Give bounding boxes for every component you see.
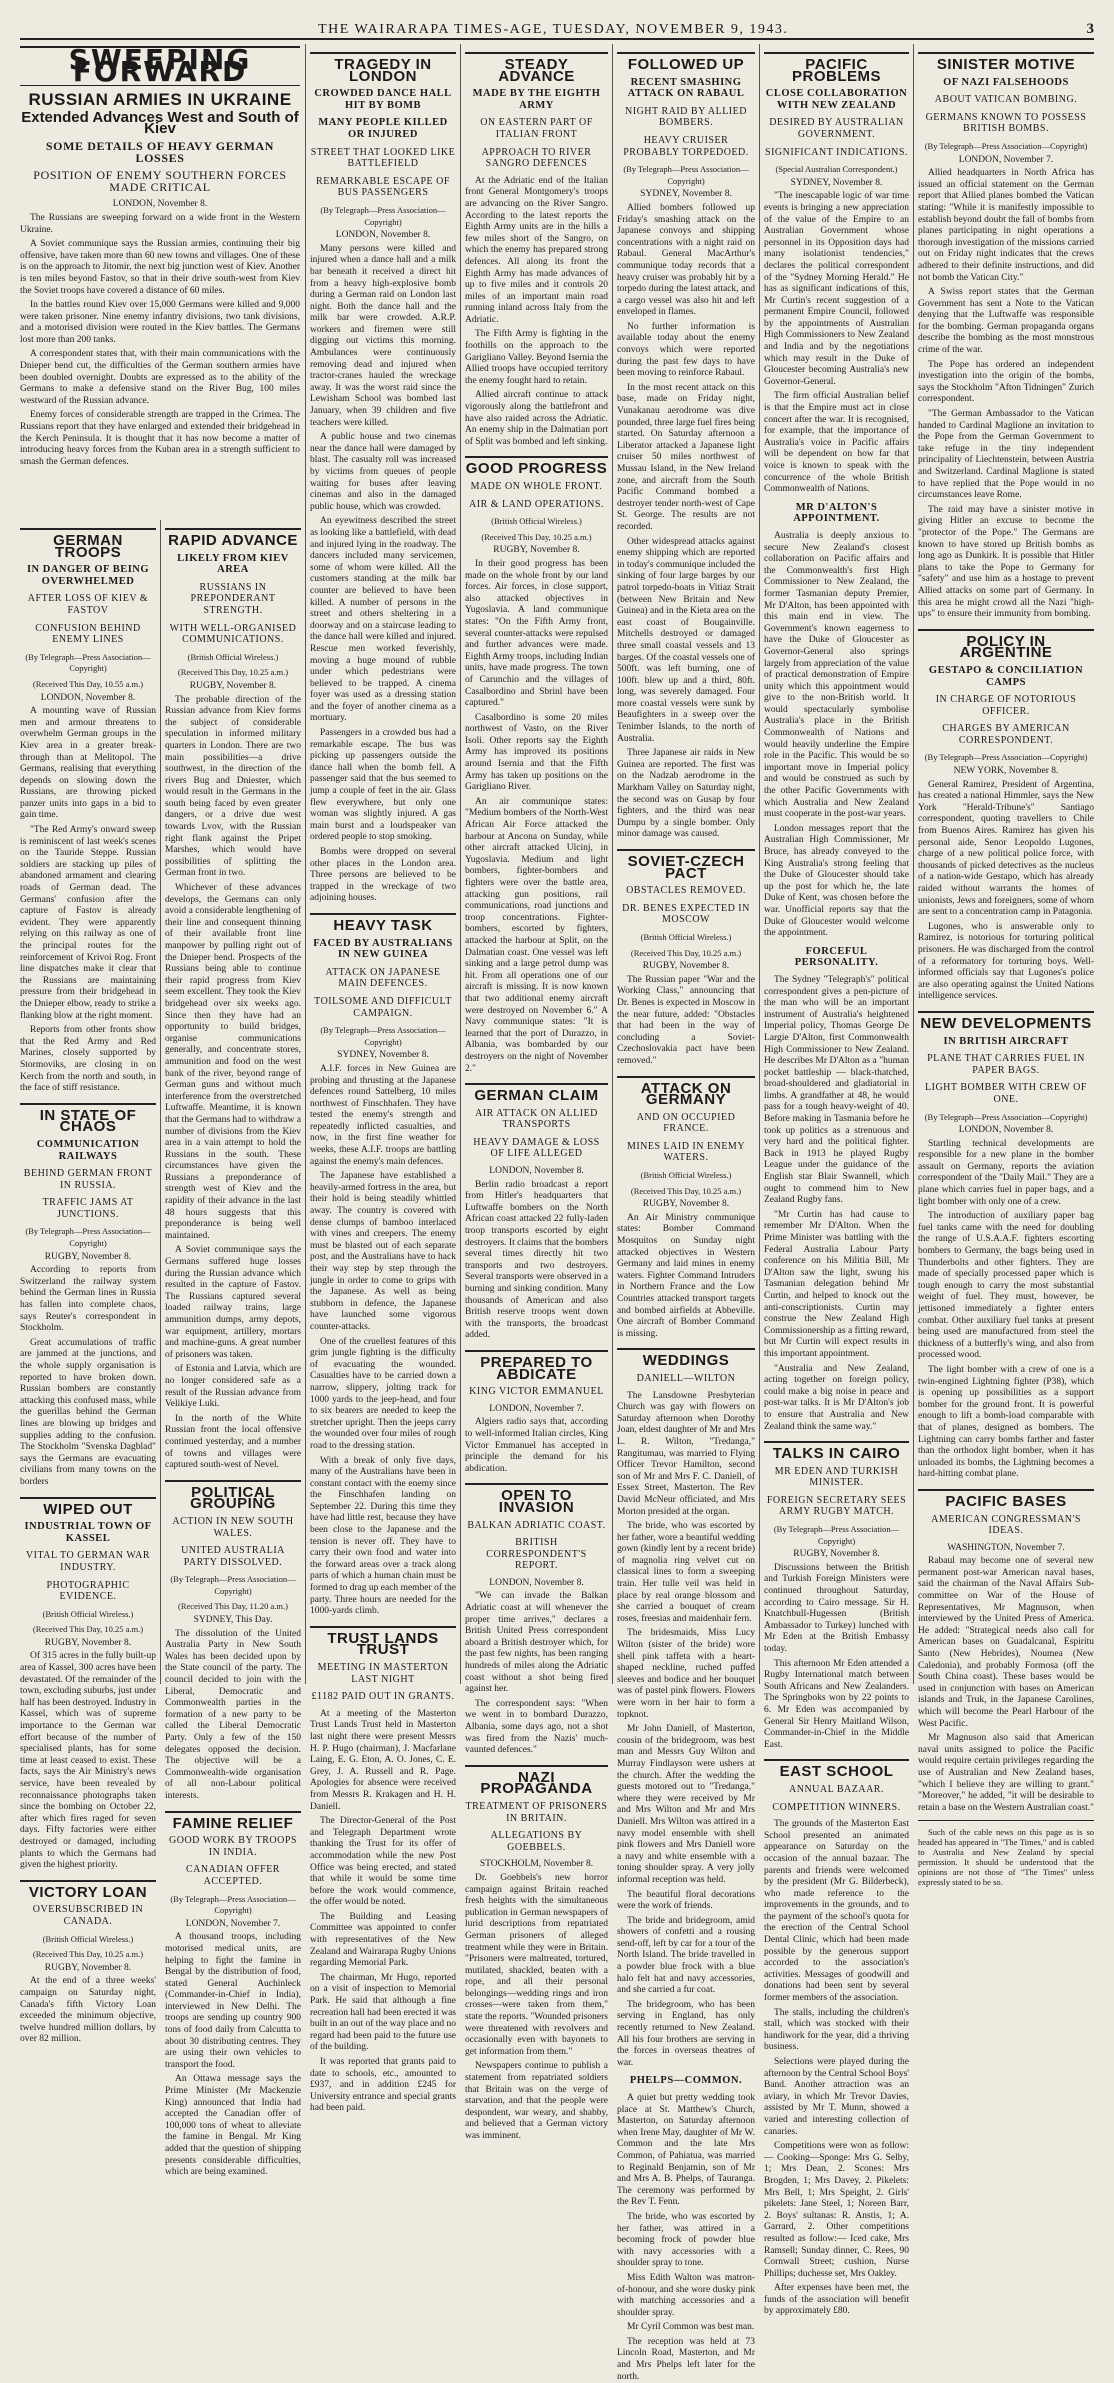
- dateline: LONDON, November 7.: [489, 1403, 584, 1414]
- dateline: RUGBY, November 8.: [642, 1199, 730, 1210]
- lead-story: [20, 44, 300, 514]
- paragraph: "The inescapable logic of war time events is bringing a new appreciation of the value of the Empire to an Australian Government whose personnel in its Opposition days had many isolationist tendencies," declares the political correspondent of the "Sydney Morning Herald." He has as significant indications of this, Mr Curtin's recent suggestion of a permanent Empire Council, followed by the appointments of Australian High Commissioners to New Zealand and India and by the negotiations which may result in the Duke of Gloucester becoming Australia's new Governor-General.: [764, 191, 909, 387]
- paragraph: The dissolution of the United Australia Party in New South Wales has been decided upon by the State council of the party. The council decided to join with the Liberal, Democratic and Commonwealth parties in the formation of a new party to be called the Liberal Democratic Party. Only a few of the 150 delegates opposed the decision. The objective will be a Commonwealth-wide organisation of all non-Labour political interests.: [165, 1628, 301, 1801]
- dateline: LONDON, November 8.: [958, 1125, 1054, 1136]
- paragraph: A.I.F. forces in New Guinea are probing and thrusting at the Japanese defences round Sattelberg, 10 miles northwest of Finschhafen. They have tested the enemy's strength and repeatedly inflicted casualties, and now, in the first fine weather for weeks, these A.I.F. troops are battling against the enemy's main defences.: [310, 1063, 456, 1167]
- dateline: RUGBY, November 8.: [44, 1251, 132, 1262]
- dateline: STOCKHOLM, November 8.: [479, 1859, 594, 1870]
- subheadline: IN DANGER OF BEING OVERWHELMED: [26, 564, 150, 587]
- divider: [918, 1820, 1094, 1821]
- headline: WEDDINGS: [617, 1348, 755, 1367]
- dateline: (Received This Day, 10.25 a.m.): [630, 1185, 742, 1196]
- subheadline: LIGHT BOMBER WITH CREW OF ONE.: [925, 1082, 1087, 1105]
- subheadline: TREATMENT OF PRISONERS IN BRITAIN.: [465, 1800, 608, 1824]
- paragraph: The Director-General of the Post and Telegraph Department wrote thanking the Trust for its offer of accommodation while the new Post Office was being erected, and stated that while it would be some time before the work would commence, the offer would be noted.: [310, 1816, 456, 1908]
- paragraph: Three Japanese air raids in New Guinea are reported. The first was on the Nadzab aerodrome in the Markham Valley on Saturday night, the second was on Gusap by four fighters, and the third was near Dumpu by a single bomber. Only minor damage was caused.: [617, 748, 755, 840]
- dateline: SYDNEY, November 8.: [337, 1050, 429, 1061]
- subheadline: OVERSUBSCRIBED IN CANADA.: [32, 1904, 144, 1927]
- paragraph: The Building and Leasing Committee was appointed to confer with representatives of the New Zealand and Wairarapa Rugby Unions regarding Memorial Park.: [310, 1911, 456, 1969]
- paragraph: The Russians are sweeping forward on a wide front in the Western Ukraine.: [20, 212, 300, 235]
- paragraph: The bridesmaids, Miss Lucy Wilton (sister of the bride) wore shell pink taffeta with a heart-shaped neckline, ruched puffed sleeves and bodice and her bouquet was of pastel pink flowers. Flowers were worn in her hair to form a topknot.: [617, 1628, 755, 1720]
- paragraph: An Ottawa message says the Prime Minister (Mr Mackenzie King) announced that India had accepted the Canadian offer of 100,000 tons of wheat to alleviate the famine in Bengal. Mr King added that the question of shipping presents considerable difficulties, which are being examined.: [165, 2074, 301, 2178]
- subheadline: ACTION IN NEW SOUTH WALES.: [172, 1515, 294, 1539]
- dateline: (Special Australian Correspondent.): [775, 164, 898, 175]
- subheadline: HEAVY DAMAGE & LOSS OF LIFE ALLEGED: [473, 1136, 600, 1160]
- column-rule: [913, 44, 914, 1684]
- paragraph: A correspondent states that, with their main communications with the Dnieper bend cut, the difficulties of the German southern armies have been doubled overnight. Doubts are expressed as to the ability of the Germans to make a defensive stand on the River Bug, 100 miles westward of the Russian advance.: [20, 349, 300, 406]
- paragraph: Berlin radio broadcast a report from Hitler's headquarters that Luftwaffe bombers on the North African coast attacked 22 fully-laden troop transports escorted by eight destroyers. It claims that the bombers several times directly hit two transports and two destroyers. Several transports were observed in a burning and sinking condition. Many thousands of American and also British reserve troops went down with the transports, the broadcast added.: [465, 1179, 608, 1341]
- paragraph: Many persons were killed and injured when a dance hall and a milk bar beneath it received a direct hit from a heavy high-explosive bomb during a German raid on London last night. Both the dance hall and the milk bar were crowded. A.R.P. workers and firemen were still digging out victims this morning. Ambulances were continuously removing dead and injured when tractor-cranes hauled the wreckage away. It was the worst raid since the Lewisham School was bombed last January, when 39 children and five teachers were killed.: [310, 243, 456, 428]
- paragraph: The bride, who was escorted by her father, wore a beautiful wedding gown (kindly lent by a recent bride) of magnolia ring velvet cut on classical lines to form a sweeping train. Her tulle veil was held in place by real orange blossom and she carried a bouquet of cream roses, freesias and maidenhair fern.: [617, 1521, 755, 1624]
- paragraph: Other widespread attacks against enemy shipping which are reported in today's communique included the sinking of four large barges by our patrol torpedo-boats in Vitiaz Strait (between New Britain and New Guinea) and in the Kieta area on the east coast of Bougainville. Mitchells destroyed or damaged three small coastal vessels and 13 barges. Of the coastal vessels one of 500ft. was left burning, one of 100ft. blew up and a third, 80ft. long, was severely damaged. Four more coastal vessels were sunk by Beaufighters in a sweep over the Tenimber Islands, to the north of Australia.: [617, 536, 755, 744]
- column-rule: [759, 44, 760, 1684]
- paragraph: Newspapers continue to publish a statement from repatriated soldiers that Britain was on the verge of starvation, and that the people were despondent, war weary, and shabby, and believed that a German victory was imminent.: [465, 2061, 608, 2141]
- dateline: LONDON, November 8.: [335, 230, 431, 241]
- dateline: (By Telegraph—Press Association—Copyright): [320, 204, 446, 227]
- headline: EAST SCHOOL: [764, 1759, 909, 1778]
- subheadline: CLOSE COLLABORATION WITH NEW ZEALAND: [765, 88, 908, 111]
- dateline: LONDON, November 8.: [40, 692, 136, 703]
- dateline: (British Official Wireless.): [640, 1170, 732, 1181]
- column-rule: [305, 44, 306, 1684]
- subheadline: PHELPS—COMMON.: [629, 2075, 743, 2087]
- dateline: (British Official Wireless.): [42, 1933, 134, 1944]
- dateline: (By Telegraph—Press Association—Copyright): [320, 1025, 446, 1047]
- page-number: 3: [1086, 21, 1094, 37]
- dateline: SYDNEY, This Day.: [193, 1615, 273, 1626]
- dateline: RUGBY, November 8.: [793, 1549, 880, 1560]
- paragraph: A quiet but pretty wedding took place at St. Matthew's Church, Masterton, on Saturday afternoon when Irene May, daughter of Mr W. Common and the late Mrs Common, of Pahiatua, was married to Reginald Benjamin, son of Mr and Mrs A. B. Phelps, of Tauranga. The ceremony was performed by the Rev T. Fenn.: [617, 2093, 755, 2208]
- dateline: RUGBY, November 8.: [44, 1962, 132, 1973]
- paragraph: London messages report that the Australian High Commissioner, Mr Bruce, has already conveyed to the King Australia's strong feeling that the Duke of Gloucester should take up the post for which he, the late Duke of Kent, was chosen before the war. Unofficial reports say that the Duke of Gloucester would welcome the appointment.: [764, 823, 909, 939]
- dateline: RUGBY, November 8.: [493, 545, 580, 556]
- paragraph: A thousand troops, including motorised medical units, are helping to fight the famine in Bengal by the distribution of food, stated General Auchinleck (Commander-in-Chief in India), interviewed in New Delhi. The troops are sending up country 900 tons of food daily from Calcutta to about 30 distributing centres. They are using their own vehicles to transport the food.: [165, 1932, 301, 2070]
- paragraph: Allied bombers followed up Friday's smashing attack on the Japanese convoys and shipping concentrations with a night raid on Rabaul. General MacArthur's communique today records that a heavy cruiser was probably hit by a torpedo during the latest attack, and a cargo vessel was also hit and left enveloped in flames.: [617, 202, 755, 318]
- column-7: [918, 44, 1094, 1888]
- dateline: (By Telegraph—Press Association—Copyright): [924, 140, 1088, 151]
- subheadline: TOILSOME AND DIFFICULT CAMPAIGN.: [314, 995, 452, 1019]
- subheadline: IN BRITISH AIRCRAFT: [943, 1035, 1069, 1047]
- subheadline: AIR ATTACK ON ALLIED TRANSPORTS: [475, 1107, 598, 1131]
- paragraph: Allied headquarters in North Africa has issued an official statement on the German report that Allied planes bombed the Vatican stating: "While it is manifestly impossible to establish beyond doubt the fall of bombs from planes participating in night operations a thorough investigation of the missions carried out on Friday night indicates that the crews adhered to their definite instructions, and did not bomb the Vatican City.": [918, 168, 1094, 283]
- paragraph: Whichever of these advances develops, the Germans can only avoid a considerable lengthening of their line and consequent thinning of their available front line manpower by pulling right out of the Dnieper bend. Prospects of the Russians being able to continue their rapid progress from Kiev seem excellent. They took the Kiev bridgehead over six weeks ago. Since then they have had an opportunity to build bridges, organise communications generally, and concentrate stores, ammunition and food on the west bank of the river, beyond range of German guns and without much interference from the overstretched Luftwaffe. Meantime, it is known that the Germans had to withdraw a number of divisions from the Kiev area in a vain attempt to hold the Russians in the south. These circumstances have given the Russians a preponderance of strength west of Kiev and the rapidity of their advance in the last 48 hours suggests that this preponderance is being well maintained.: [165, 883, 301, 1241]
- subheadline: CANADIAN OFFER ACCEPTED.: [186, 1864, 280, 1887]
- headline: POLICY IN ARGENTINE: [918, 629, 1094, 659]
- column-4: [465, 44, 608, 2141]
- paragraph: The firm official Australian belief is that the Empire must act in close concert after the war. It is recognised, for example, that the importance of Australia's voice in Pacific affairs will be dependent on how far that voice is known to speak with the concurrence of the whole British Commonwealth of Nations.: [764, 391, 909, 495]
- dateline: (British Official Wireless.): [187, 651, 279, 662]
- paragraph: In the battles round Kiev over 15,000 Germans were killed and 9,000 were taken prisoner. Nine enemy infantry divisions, two tank divisions, and a motorised division were routed in the Kiev battles. The Germans lost more than 200 tanks.: [20, 300, 300, 345]
- headline: WIPED OUT: [20, 1497, 156, 1516]
- footnote: Such of the cable news on this page as is so headed has appeared in "The Times," and is cabled to Australia and New Zealand by special permission. It should be understood that the opinions are not those of "The Times" unless expressly stated to be so.: [918, 1827, 1094, 1888]
- dateline: LONDON, November 8.: [489, 1577, 584, 1588]
- headline: HEAVY TASK: [310, 913, 456, 932]
- subheadline: FOREIGN SECRETARY SEES ARMY RUGBY MATCH.: [766, 1494, 907, 1518]
- paragraph: In the north of the White Russian front the local offensive continued yesterday, and a number of towns and villages were captured south-west of Nevel.: [165, 1413, 301, 1471]
- subheadline: GOOD WORK BY TROOPS IN INDIA.: [169, 1835, 297, 1858]
- subheadline: CONFUSION BEHIND ENEMY LINES: [35, 622, 141, 646]
- dateline: SYDNEY, November 8.: [640, 189, 732, 200]
- paragraph: Of 315 acres in the fully built-up area of Kassel, 300 acres have been devastated. Of the remainder of the town, excluding suburbs, just under half has been destroyed. Industry in Kassel, which was of supreme importance to the German war effort because of the number of specialised plants, has for some time at least ceased to exist. These facts, says the Air Ministry's news service, have been revealed by reconnaissance photographs taken since the bombing on October 22, after which fires raged for seven days. Fifty factories were either destroyed or damaged, including plants to which the Germans had given the highest priority.: [20, 1651, 156, 1871]
- dateline: (By Telegraph—Press Association—Copyright): [170, 1893, 296, 1916]
- subheadline: INDUSTRIAL TOWN OF KASSEL: [24, 1521, 152, 1544]
- dateline: LONDON, November 7.: [185, 1918, 281, 1929]
- paragraph: The stalls, including the children's stall, which was stocked with their handiwork for the year, did a thriving business.: [764, 2007, 909, 2053]
- paragraph: An Air Ministry communique states: Bomber Command Mosquitos on Sunday night attacked objectives in Western Germany and laid mines in enemy waters. Fighter Command Intruders in Northern France and the Low Countries attacked transport targets and bombed airfields at Abbeville. One aircraft of Bomber Command is missing.: [617, 1212, 755, 1339]
- paragraph: The Sydney "Telegraph's" political correspondent gives a pen-picture of the man who will be an important instrument of Australia's heightened Imperial policy, Thomas George De Largie D'Alton, first Commonwealth High Commissioner to New Zealand. He describes Mr D'Alton as a "human pocket battleship — black-thatched, broad-shouldered and gladiatorial in limbs. A grandfather at 48, he would pass for a tough heavy-weight of 40. Before making in Tasmania before he took up politics as a strenuous and very hard and the political fighter. Back in 1913 he played Rugby League under the guidance of the English star Blair Swannell, which ought to commend him to New Zealand Rugby fans.: [764, 974, 909, 1206]
- subheadline: ALLEGATIONS BY GOEBBELS.: [490, 1830, 583, 1853]
- dateline: (By Telegraph—Press Association—Copyright): [25, 1226, 151, 1249]
- paragraph: Lugones, who is answerable only to Ramirez, is notorious for torturing political prisoners. He was discharged from the control of a reformatory for torturing boys. Well-informed officials say that Lugones's police are also operating against the United Nations intelligence services.: [918, 921, 1094, 1002]
- headline: PACIFIC BASES: [918, 1489, 1094, 1508]
- headline: FAMINE RELIEF: [165, 1811, 301, 1830]
- paragraph: Australia is deeply anxious to secure New Zealand's closest collaboration on Pacific affairs and the Commonwealth's first High Commissioner to New Zealand, the former Tasmanian deputy Premier, Mr D'Alton, has been appointed with this main end in view. The Government's known eagerness to have the Duke of Gloucester as Governor-General also springs largely from appreciation of the value of practical demonstration of Empire unity which this appointment would give to the non-British world. It would spectacularly symbolise Australia's place in the British Commonwealth of Nations and would heavily underline the Empire role in the Pacific. This would be so important move in Imperial policy and would be construed as such by the other Pacific Governments with which Australia and New Zealand must cooperate in the post-war years.: [764, 530, 909, 820]
- dateline: (British Official Wireless.): [42, 1608, 134, 1619]
- headline: OPEN TO INVASION: [465, 1483, 608, 1513]
- paragraph: The Lansdowne Presbyterian Church was gay with flowers on Saturday afternoon when Dorothy Joan, eldest daughter of Mr and Mrs L. R. Wilton, "Tredanga," Rangitumau, was married to Flying Officer Trevor Hamilton, second son of Mr and Mrs F. C. Daniell, of Essex Street, Masterton. The Rev David McNeur officiated, and Mrs Morton presided at the organ.: [617, 1390, 755, 1517]
- paragraph: A public house and two cinemas near the dance hall were damaged by blast. The casualty roll was increased by victims from queues of people waiting for buses after leaving cinemas and also in the damaged public house, which was crowded.: [310, 432, 456, 512]
- paragraph: of Estonia and Latvia, which are no longer considered safe as a result of the Russian advance from Velikiye Luki.: [165, 1364, 301, 1410]
- dateline: (Received This Day, 10.25 a.m.): [630, 947, 742, 958]
- dateline: (By Telegraph—Press Association—Copyright): [773, 1524, 900, 1546]
- headline: NAZI PROPAGANDA: [465, 1765, 608, 1795]
- paragraph: With a break of only five days, many of the Australians have been in constant contact with the enemy since the Finschhafen landing on September 22. During this time they have had little rest, because they have been close to the Japanese and the tension is never off. They have to carry their own food and water into the forward areas over a track along parts of which a human chain must be formed to drag up each member of the party. Three hours are needed for the 1000-yards climb.: [310, 1455, 456, 1617]
- column-5: [617, 44, 755, 2382]
- subheadline: PLANE THAT CARRIES FUEL IN PAPER BAGS.: [927, 1053, 1085, 1076]
- headline: TRUST LANDS TRUST: [310, 1626, 456, 1656]
- subheadline: KING VICTOR EMMANUEL: [469, 1386, 604, 1398]
- subheadline: Extended Advances West and South of Kiev: [21, 108, 299, 138]
- paragraph: In their good progress has been made on the whole front by our land forces. Air forces, in close support, also attacked objectives in Yugoslavia. A land communique states: "On the Fifth Army front, several counter-attacks were repulsed and further advances were made. Eighth Army troops, including Indian units, have made progress. The town of Carunchio and the villages of Casalbordino and Sbrinl have been captured.": [465, 558, 608, 709]
- subheadline: TRAFFIC JAMS AT JUNCTIONS.: [42, 1197, 134, 1220]
- subheadline: AMERICAN CONGRESSMAN'S IDEAS.: [931, 1513, 1081, 1537]
- dateline: (British Official Wireless.): [491, 516, 582, 527]
- paragraph: The introduction of auxiliary paper bag fuel tanks came with the need for doubling the range of U.S.A.A.F. fighters escorting bombers to Germany, the bags being used in Thunderbolts and other fighters. They are made of specially processed paper which is tough enough to carry the most substantial weight of fuel. They must, however, be jettisoned immediately a fighter enters combat. Other auxiliary fuel tanks at present being used are manufactured from steel the thickness of a butterfly's wing, and also from processed wood.: [918, 1211, 1094, 1361]
- paragraph: "We can invade the Balkan Adriatic coast at will whenever the proper time arrives," declares a British United Press correspondent aboard a British destroyer which, for the past few nights, has been ranging hundreds of miles along the Adriatic coast without a shot being fired against her.: [465, 1591, 608, 1695]
- subheadline: MANY PEOPLE KILLED OR INJURED: [318, 117, 448, 140]
- subheadline: RECENT SMASHING ATTACK ON RABAUL: [627, 76, 745, 100]
- paragraph: Reports from other fronts show that the Red Army and Red Marines, closely supported by Stormoviks, are closing in on Kerch from the north and south, in the face of stiff resistance.: [20, 1025, 156, 1094]
- subheadline: ABOUT VATICAN BOMBING.: [934, 94, 1078, 106]
- paragraph: Dr. Goebbels's new horror campaign against Britain reached fresh heights with the simultaneous publication in German newspapers of lurid descriptions from repatriated German prisoners of alleged treatment while they were in Britain. "Prisoners were maltreated, tortured, mutilated, shackled, beaten with a rope, and all their personal belongings—wedding rings and iron crosses—were taken from them," state the reports. "Wounded prisoners were threatened with revolvers and occasionally even with bayonets to get information from them.": [465, 1872, 608, 2057]
- paragraph: The bride, who was escorted by her father, was attired in a becoming frock of powder blue with navy accessories with a shoulder spray to tone.: [617, 2211, 755, 2269]
- subheadline: ATTACK ON JAPANESE MAIN DEFENCES.: [325, 966, 441, 990]
- subheadline: MINES LAID IN ENEMY WATERS.: [626, 1140, 746, 1164]
- paragraph: Passengers in a crowded bus had a remarkable escape. The bus was picking up passengers outside the dance hall when the bomb fell. A passenger said that the bus seemed to jump a couple of feet in the air. Glass flew everywhere, but only one woman was slightly injured. A gas main burst and a loudspeaker van ordered people to stop smoking.: [310, 728, 456, 843]
- headline: PREPARED TO ABDICATE: [465, 1350, 608, 1380]
- dateline: LONDON, November 7.: [958, 154, 1054, 165]
- dateline: (By Telegraph—Press Association—Copyright): [170, 1574, 296, 1596]
- subheadline: DANIELL—WILTON: [636, 1372, 736, 1384]
- subheadline: COMPETITION WINNERS.: [772, 1801, 901, 1813]
- masthead: [20, 14, 1094, 40]
- dateline: (By Telegraph—Press Association—Copyright): [924, 1111, 1088, 1122]
- subheadline: MEETING IN MASTERTON LAST NIGHT: [317, 1662, 449, 1685]
- subheadline: PHOTOGRAPHIC EVIDENCE.: [46, 1579, 130, 1603]
- headline: TRAGEDY IN LONDON: [310, 52, 456, 82]
- subheadline: FORCEFUL PERSONALITY.: [794, 945, 879, 969]
- headline: IN STATE OF CHAOS: [20, 1103, 156, 1133]
- paragraph: "Mr Curtin has had cause to remember Mr D'Alton. When the Prime Minister was battling with the Federal Australia Labour Party conference on his Militia Bill, Mr D'Alton saw the light, swung his Tasmanian delegation behind Mr Curtin, and helped to knock out the anti-conscriptionists. Curtin may construe the New Zealand High Commissionership as a fitting reward, but Mr Curtin will expect results in this important appointment.: [764, 1209, 909, 1359]
- dateline: (British Official Wireless.): [640, 931, 732, 942]
- subheadline: WITH WELL-ORGANISED COMMUNICATIONS.: [169, 622, 297, 646]
- subheadline: AIR & LAND OPERATIONS.: [469, 498, 604, 510]
- subheadline: £1182 PAID OUT IN GRANTS.: [311, 1691, 455, 1703]
- subheadline: AFTER LOSS OF KIEV & FASTOV: [27, 593, 149, 616]
- headline: VICTORY LOAN: [20, 1880, 156, 1899]
- headline: TALKS IN CAIRO: [764, 1441, 909, 1460]
- paragraph: At a meeting of the Masterton Trust Lands Trust held in Masterton last night there were present Messrs H. P. Hugo (chairman), J. Macfarlane Laing, E. G. Eton, A. O. Jones, C. E. Grey, J. A. Russell and R. Page. Apologies for absence were received from Messrs R. Krakagen and H. H. Daniell.: [310, 1708, 456, 1812]
- headline: NEW DEVELOPMENTS: [918, 1011, 1094, 1030]
- paragraph: According to reports from Switzerland the railway system behind the German lines in Russia has fallen into complete chaos, says Reuter's correspondent in Stockholm.: [20, 1265, 156, 1334]
- paragraph: One of the cruellest features of this grim jungle fighting is the difficulty of evacuating the wounded. Casualties have to be carried down a narrow, slippery, jolting track for 1000 yards to the jeep-head, and four to six bearers are needed to keep the stretcher upright. Then the jeeps carry the wounded over four miles of rough road to the dressing station.: [310, 1336, 456, 1451]
- paragraph: The raid may have a sinister motive in giving Hitler an excuse to become the "protector of the Pope." The Germans are known to have stored up British bombs as long ago as Dunkirk. It is possible that Hitler plans to take the Pope to Germany for "safety" and use him as a hostage to prevent Allied attacks on some part of Germany. In this area he might crowd all the Nazi "high-ups" to ensure their immunity from bombing.: [918, 504, 1094, 620]
- dateline: (Received This Day, 10.55 a.m.): [32, 678, 144, 689]
- subheadline: ANNUAL BAZAAR.: [789, 1783, 884, 1795]
- paragraph: The Fifth Army is fighting in the foothills on the approach to the Garigliano Valley. Beyond Isernia the Allied troops have occupied territory the enemy fought hard to retain.: [465, 329, 608, 386]
- subheadline: ON EASTERN PART OF ITALIAN FRONT: [480, 117, 593, 140]
- dateline: WASHINGTON, November 7.: [947, 1542, 1065, 1553]
- paragraph: Casalbordino is some 20 miles northwest of Vasto, on the River Isoli. Other reports say the Eighth Army has improved its positions around Isernia and that the Fifth Army has taken up positions on the Garigliano River.: [465, 712, 608, 793]
- paragraph: The grounds of the Masterton East School presented an animated appearance on Saturday on the occasion of the annual bazaar. The parents and friends were welcomed by the president (Mr G. Bilderbeck), who made reference to the improvements in the grounds, and to the payment of the school's quota for the erection of the Central School Dental Clinic, which had been made possible by the generous support accorded to the association's activities. Messages of goodwill and donations had been sent by several former members of the association.: [764, 1819, 909, 2004]
- dateline: (Received This Day, 10.25 a.m.): [481, 531, 592, 542]
- subheadline: APPROACH TO RIVER SANGRO DEFENCES: [481, 146, 592, 170]
- paragraph: Selections were played during the afternoon by the Central School Boys' Band. Another attraction was an aviary, in which Mr Trevor Davies, assisted by Mr T. Munn, showed a varied and interesting collection of canaries.: [764, 2057, 909, 2137]
- paragraph: "Australia and New Zealand, acting together on foreign policy, could make a big noise in peace and post-war talks. It is Mr D'Alton's job to ensure that Australia and New Zealand think the same way.": [764, 1363, 909, 1432]
- paragraph: This afternoon Mr Eden attended a Rugby International match between South Africans and New Zealanders. The Springboks won by 22 points to 6. Mr Eden was accompanied by General Sir Henry Maitland Wilson, Commander-in-Chief in the Middle East.: [764, 1658, 909, 1750]
- paragraph: Mr Cyril Common was best man.: [627, 2322, 755, 2333]
- headline: STEADY ADVANCE: [465, 52, 608, 82]
- subheadline: UNITED AUSTRALIA PARTY DISSOLVED.: [181, 1545, 285, 1568]
- subheadline: HEAVY CRUISER PROBABLY TORPEDOED.: [623, 134, 749, 158]
- paragraph: The Pope has ordered an independent investigation into the origin of the bombs, says the Stockholm "Afton Tidningen" Zurich correspondent.: [918, 359, 1094, 405]
- subheadline: VITAL TO GERMAN WAR INDUSTRY.: [25, 1550, 151, 1573]
- subheadline: NIGHT RAID BY ALLIED BOMBERS.: [625, 105, 747, 129]
- subheadline: COMMUNICATION RAILWAYS: [36, 1138, 140, 1162]
- dateline: NEW YORK, November 8.: [953, 766, 1059, 777]
- subheadline: OF NAZI FALSEHOODS: [943, 76, 1069, 88]
- dateline: RUGBY, November 8.: [44, 1637, 132, 1648]
- dateline: LONDON, November 8.: [112, 199, 208, 210]
- paragraph: Competitions were won as follow:— Cooking—Sponge: Mrs G. Selby, 1; Mrs Dean, 2. Scones: Mrs Brogden, 1; Mrs Davey, 2. Pikelets: Mrs Bell, 1; Mrs Speight, 2. Girls' pikelets: Jane Steel, 1; Noreen Barr, 2. Boys' sultanas: R. Anstis, 1; A. Garrard, 2. Other competitions resulted as follow:— Iced cake, Mrs Ramsell; Sunday dinner, C. Rees, 90 Cornwall Street; cushion, Nurse Phillips; duchesse set, Mrs Oakley.: [764, 2141, 909, 2279]
- paragraph: A Soviet communique says the Russian armies, continuing their big offensive, have taken more than 60 new towns and villages. One of these is on the approach to Jitomir, the next big junction west of Kiev. Another is ten miles beyond Fastov, so that in their drive south-west from Kiev the Soviet troops have covered a distance of 60 miles.: [20, 239, 300, 296]
- headline: GERMAN TROOPS: [20, 528, 156, 558]
- dateline: (Received This Day, 11.20 a.m.): [178, 1601, 288, 1612]
- dateline: (By Telegraph—Press Association—Copyright): [25, 651, 151, 674]
- paragraph: The Russian paper "War and the Working Class," announcing that Dr. Benes is expected in Moscow in the near future, added: "Obstacles that had been in the way of concluding a Soviet-Czechoslovakia pact have been removed.": [617, 974, 755, 1066]
- paragraph: After expenses have been met, the funds of the association will benefit by approximately £80.: [764, 2283, 909, 2317]
- subheadline: FACED BY AUSTRALIANS IN NEW GUINEA: [313, 937, 453, 961]
- paragraph: The probable direction of the Russian advance from Kiev forms the subject of considerable speculation in informed military quarters in London. There are two main possibilities—a drive southwest, in the direction of the rivers Bug and Dniester, which would result in the Germans in the south being faced by even greater dangers, or a drive due west towards Lvov, with the Russian right flank against the Pripet Marshes, which would have possibilities of splitting the German front in two.: [165, 694, 301, 879]
- paragraph: The beautiful floral decorations were the work of friends.: [617, 1889, 755, 1912]
- subheadline: SIGNIFICANT INDICATIONS.: [765, 146, 908, 158]
- dateline: (By Telegraph—Press Association—Copyright): [924, 752, 1088, 763]
- dateline: (Received This Day, 10.25 a.m.): [32, 1949, 144, 1960]
- paragraph: Bombs were dropped on several other places in the London area. Three persons are believed to be trapped in the wreckage of two adjoining houses.: [310, 847, 456, 904]
- paragraph: A mounting wave of Russian men and armour threatens to overwhelm German groups in the Kiev area in a greater break-through than at Melitopol. The Germans, realising that everything depends on slowing down the Russians, are throwing picked panzer units into gaps in a bid to gain time.: [20, 706, 156, 821]
- paragraph: It was reported that grants paid to date to schools, etc., amounted to £937, and in addition £245 for University entrance and special grants had been paid.: [310, 2057, 456, 2114]
- subheadline: GESTAPO & CONCILIATION CAMPS: [928, 664, 1084, 688]
- paragraph: A Swiss report states that the German Government has sent a Note to the Vatican denying that the Luftwaffe was responsible for the bombing. German propaganda organs describe the bombing as the most monstrous crime of the war.: [918, 287, 1094, 356]
- paragraph: Discussions between the British and Turkish Foreign Ministers were continued throughout Saturday, according to Cairo message. Sir H. Knatchbull-Hugessen (British Ambassador to Turkey) lunched with Mr Eden at the British Embassy today.: [764, 1562, 909, 1654]
- subheadline: LIKELY FROM KIEV AREA: [177, 552, 289, 576]
- paragraph: Miss Edith Walton was matron-of-honour, and she wore dusky pink with matching accessories and a shoulder spray.: [617, 2272, 755, 2318]
- subheadline: OBSTACLES REMOVED.: [626, 885, 746, 897]
- paragraph: A Soviet communique says the Germans suffered huge losses during the Russian advance which resulted in the capture of Fastov. The Russians captured several loaded railway trains, large ammunition dumps, army depots, war equipment, artillery, mortars and machine-guns. A great number of prisoners was taken.: [165, 1245, 301, 1360]
- subheadline: CROWDED DANCE HALL HIT BY BOMB: [314, 88, 452, 111]
- paragraph: Enemy forces of considerable strength are trapped in the Crimea. The Russians report that they have enlarged and extended their bridgehead in the Kerch Peninsula. It is thought that it has now become a matter of introducing heavy forces from the Kuban area in a strength sufficient to smash the German defences.: [20, 410, 300, 467]
- paragraph: The reception was held at 73 Lincoln Road, Masterton, and Mr and Mrs Phelps left later for the north.: [617, 2336, 755, 2382]
- headline: POLITICAL GROUPING: [165, 1480, 301, 1510]
- subheadline: DR. BENES EXPECTED IN MOSCOW: [622, 902, 750, 926]
- paragraph: Mr Magnuson also said that American naval units assigned to police the Pacific would require certain privileges regarding the use of Australian and New Zealand bases, "which I believe they are willing to grant." "Moreover," he added, "it will be desirable to retain a base on the Western Australian coast.": [918, 1733, 1094, 1813]
- subheadline: BALKAN ADRIATIC COAST.: [467, 1519, 606, 1531]
- paragraph: The chairman, Mr Hugo, reported on a visit of inspection to Memorial Park. He said that although a fine recreation hall had been erected it was built in an out of the way place and no regard had been paid to the future use of the building.: [310, 1972, 456, 2053]
- paragraph: "The German Ambassador to the Vatican handed to Cardinal Maglione an invitation to the Pope from the German Government to take refuge in the tiny independent principality of Liechtenstein, between Austria and Switzerland. Cardinal Maglione is stated to have replied that the Pope would in no circumstances leave Rome.: [918, 409, 1094, 501]
- paragraph: Mr John Daniell, of Masterton, cousin of the bridegroom, was best man and Messrs Guy Wilton and Murray Findlayson were ushers at the church. After the wedding the guests motored out to "Tredanga," where they were received by Mr and Mrs Wilton and Mr and Mrs Daniell. Mrs Wilton was attired in a navy model ensemble with shell pink flowers and Mrs Daniell wore a navy and white ensemble with a toning shoulder spray. A very jolly informal reception was held.: [617, 1724, 755, 1885]
- dateline: RUGBY, November 8.: [189, 680, 277, 691]
- column-2: [165, 520, 301, 2178]
- paragraph: Rabaul may become one of several new permanent post-war American naval bases, said the chairman of the Naval Affairs Sub-committee on War of the House of Representatives, Mr Magnuson, when interviewed by the United Press of America. He added: "Strategical needs also call for American bases on Guadalcanal, Espiritu Santo (New Hebrides), Noumea (New Caledonia), and probably Formosa (off the South China coast). These bases would be used in conjunction with bases on American islands and Truk, in the Japanese Carolines, which will become the Pearl Harbour of the West Pacific.: [918, 1556, 1094, 1729]
- subheadline: GERMANS KNOWN TO POSSESS BRITISH BOMBS.: [925, 111, 1087, 135]
- subheadline: CHARGES BY AMERICAN CORRESPONDENT.: [942, 723, 1070, 746]
- dateline: LONDON, November 8.: [489, 1166, 584, 1177]
- paragraph: Great accumulations of traffic are jammed at the junctions, and the whole supply organisation is reported to have broken down. Russian bombers are constantly attacking this confused mass, while the guerillas behind the German lines are blowing up bridges and supplies adding to the confusion. The Stockholm "Svenska Dagblad" says the Germans are evacuating civilians from many towns on the borders: [20, 1337, 156, 1487]
- dateline: (By Telegraph—Press Association—Copyright): [623, 164, 749, 186]
- headline: SINISTER MOTIVE: [918, 52, 1094, 71]
- subheadline: BRITISH CORRESPONDENT'S REPORT.: [486, 1537, 587, 1572]
- subheadline: MR D'ALTON'S APPOINTMENT.: [793, 501, 880, 525]
- subheadline: DESIRED BY AUSTRALIAN GOVERNMENT.: [769, 117, 904, 140]
- column-rule: [160, 520, 161, 1684]
- subheadline: IN CHARGE OF NOTORIOUS OFFICER.: [935, 694, 1077, 717]
- paragraph: Algiers radio says that, according to well-informed Italian circles, King Victor Emmanuel has accepted in principle the demand for his abdication.: [465, 1417, 608, 1474]
- column-3: [310, 44, 456, 2114]
- headline: GOOD PROGRESS: [465, 456, 608, 475]
- dateline: (Received This Day, 10.25 a.m.): [177, 667, 289, 678]
- subheadline: MADE ON WHOLE FRONT.: [470, 481, 603, 492]
- paragraph: In the most recent attack on this base, made on Friday night, Vunakanau aerodrome was dive pounded, three large fuel fires being started. On Saturday afternoon a Liberator attacked a Japanese light cruiser 50 miles northwest of Mussau Island, in the New Ireland zone, and aircraft from the South Pacific Command bombed a destroyer tender north-west of Cape St. George. The results are not recorded.: [617, 382, 755, 532]
- paragraph: At the end of a three weeks' campaign on Saturday night, Canada's fifth Victory Loan exceeded the minimum objective, twelve hundred million dollars, by over 82 million.: [20, 1976, 156, 2045]
- paragraph: Allied aircraft continue to attack vigorously along the battlefront and have also raided across the Adriatic. An enemy ship in the Dalmatian port of Split was bombed and left sinking.: [465, 390, 608, 447]
- column-rule: [612, 44, 613, 1684]
- paragraph: The bride and bridegroom, amid showers of confetti and a rousing send-off, left by car for a tour of the North Island. The bride travelled in a powder blue frock with a blue halo felt hat and navy accessories, and she carried a fur coat.: [617, 1915, 755, 1996]
- column-1: [20, 520, 156, 2045]
- subheadline: SOME DETAILS OF HEAVY GERMAN LOSSES: [45, 138, 275, 165]
- paragraph: An eyewitness described the street as looking like a battlefield, with dead and injured lying in the roadway. The dancers included many servicemen, some of whom were killed. All the customers standing at the milk bar counter are believed to have been killed. A number of persons in the street and others sheltering in a doorway and on a staircase leading to the dance hall were killed and injured. Rescue men worked feverishly, moving a huge mound of rubble under which pedestrians were believed to be trapped. A cinema foyer was used as a dressing station and the foyer of another cinema as a mortuary.: [310, 516, 456, 724]
- paragraph: Startling technical developments are responsible for a new plane in the bomber assault on Germany, reports the aviation correspondent of the "Daily Mail." They are a plane which carries fuel in paper bags, and a light bomber with only one of a crew.: [918, 1138, 1094, 1207]
- dateline: RUGBY, November 8.: [642, 961, 730, 972]
- dateline: SYDNEY, November 8.: [790, 177, 883, 188]
- subheadline: MR EDEN AND TURKISH MINISTER.: [774, 1465, 899, 1489]
- subheadline: BEHIND GERMAN FRONT IN RUSSIA.: [23, 1168, 153, 1191]
- headline: GERMAN CLAIM: [465, 1083, 608, 1102]
- headline: ATTACK ON GERMANY: [617, 1076, 755, 1106]
- subheadline: RUSSIANS IN PREPONDERANT STRENGTH.: [190, 581, 276, 616]
- subheadline: POSITION OF ENEMY SOUTHERN FORCES MADE CRITICAL: [33, 168, 287, 194]
- banner-headline: SWEEPING FORWARD: [20, 46, 300, 86]
- paragraph: "The Red Army's onward sweep is reminiscent of last week's scenes on the Tauride Steppe. Russian soldiers are stacking up piles of abandoned armament and clearing roads of German dead. The Germans' confusion after the capture of Fastov is already evident. They were apparently relying on this railway as one of the principal routes for the reinforcement of Krivoi Rog. Front line dispatches make it clear that the Russians are maintaining pressure from their bridgehead in the Dnieper elbow, ready to strike a flanking blow at the right moment.: [20, 825, 156, 1021]
- dateline: (Received This Day, 10.25 a.m.): [32, 1624, 144, 1635]
- paragraph: The correspondent says: "When we went in to bombard Durazzo, Albania, some days ago, not a shot was fired from the Nazis' much-vaunted defences.": [465, 1698, 608, 1756]
- headline: PACIFIC PROBLEMS: [764, 52, 909, 82]
- column-rule: [460, 44, 461, 1684]
- subheadline: STREET THAT LOOKED LIKE BATTLEFIELD: [310, 146, 456, 170]
- paragraph: An air communique states: "Medium bombers of the North-West African Air Force attacked the harbour at Ancona on Sunday, while other aircraft attacked Ulcinj, in Yugoslavia. Medium and light bombers, fighter-bombers and fighters were over the battle area, attacking gun positions, rail communications, road junctions and troop concentrations. Fighter-bombers, escorted by fighters, attacked the harbour at Split, on the Dalmatian coast. One vessel was left sinking and a large petrol dump was hit. From all operations one of our aircraft is missing. It is now known that two additional enemy aircraft were destroyed on November 6." A Navy communique states: "It is learned that the port of Durazzo, in Albania, was bombarded by our destroyers on the night of November 2.": [465, 796, 608, 1074]
- column-6: [764, 44, 909, 2317]
- paragraph: General Ramirez, President of Argentina, has created a national Himmler, says the New York "Herald-Tribune's" Santiago correspondent, quoting travellers to Chile from Buenos Aires. Ramirez has given his personal aide, Senor Leopoldo Lugones, charge of a new political police force, with thousands of picked detectives as the nucleus of a nation-wide Gestapo, which has already raided without warrants the homes of unionists, Jews and foreigners, some of whom are sent to a concentration camp in Patagonia.: [918, 779, 1094, 918]
- paragraph: The bridegroom, who has been serving in England, has only recently returned to New Zealand. All his four brothers are serving in the forces in overseas theatres of war.: [617, 1999, 755, 2068]
- headline: FOLLOWED UP: [617, 52, 755, 71]
- paragraph: At the Adriatic end of the Italian front General Montgomery's troops are advancing on the River Sangro. According to the latest reports the Eighth Army units are in the hills a few miles short of the Sangro, on which the enemy has prepared strong defences. All along its front the Eighth Army has made advances of up to five miles and it controls 20 miles of an important main road running inland across Italy from the Adriatic.: [465, 175, 608, 325]
- paragraph: The Japanese have established a heavily-armed fortress in the area, but their hold is being steadily whittled away. The country is covered with dense clumps of bamboo interlaced with vines and creepers. The enemy must be blasted out of each separate post, and the Australians have to hack their way step by step through the jungle in order to come to grips with the Japanese. As well as being stubborn in defence, the Japanese have launched some vigorous counter-attacks.: [310, 1171, 456, 1332]
- paragraph: The light bomber with a crew of one is a twin-engined Lightning fighter (P38), which is opening up possibilities as a support bomber for the ground front. It is powerful enough to lift a bomb-load comparable with that of planes, designed as bombers. The Lightning can carry bombs farther and faster than the orthodox light bomber, when it has unloaded its bombs, the Lightning becomes a hard-hitting combat plane.: [918, 1364, 1094, 1480]
- headline: RAPID ADVANCE: [165, 528, 301, 547]
- headline: SOVIET-CZECH PACT: [617, 849, 755, 879]
- headline: RUSSIAN ARMIES IN UKRAINE: [28, 90, 292, 110]
- subheadline: AND ON OCCUPIED FRANCE.: [636, 1111, 736, 1135]
- subheadline: MADE BY THE EIGHTH ARMY: [472, 88, 601, 111]
- subheadline: REMARKABLE ESCAPE OF BUS PASSENGERS: [316, 175, 450, 199]
- masthead-title: THE WAIRARAPA TIMES-AGE, TUESDAY, NOVEMBER 9, 1943.: [318, 22, 789, 37]
- paragraph: No further information is available today about the enemy convoys which were reported during the past few days to have been moving to reinforce Rabaul.: [617, 321, 755, 379]
